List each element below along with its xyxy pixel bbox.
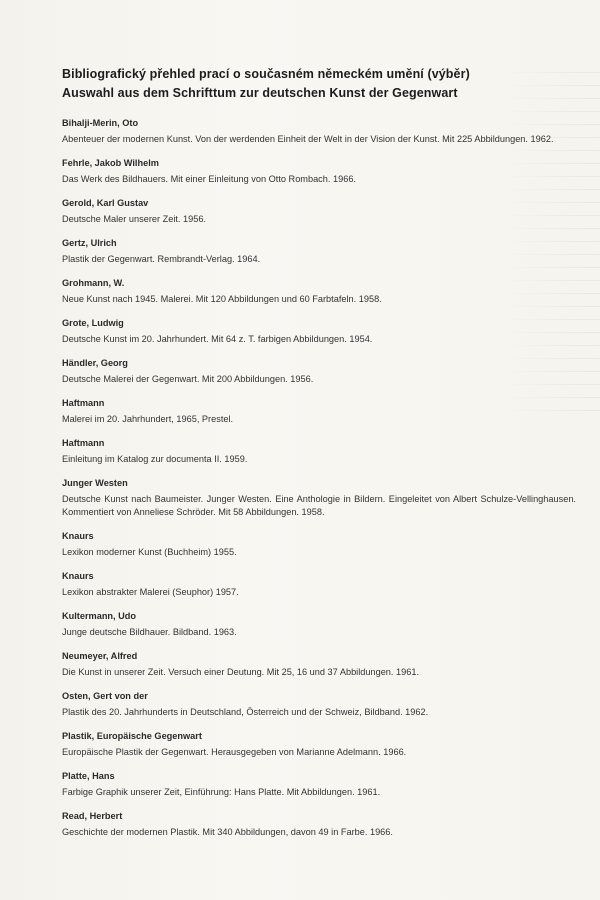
- bibliography-entry: [62, 237, 582, 266]
- bibliography-entry: [62, 157, 582, 186]
- entry-text: Deutsche Kunst nach Baumeister. Junger Westen. Eine Anthologie in Bildern. Eingeleitet von Albert Schulze-Vellinghausen. Kommentiert von Anneliese Schröder. Mit 58 Abbildungen. 1958.: [62, 494, 576, 517]
- entry-text: Einleitung im Katalog zur documenta II. 1959.: [62, 454, 248, 464]
- bibliography-entry: [62, 317, 582, 346]
- entry-text: Neue Kunst nach 1945. Malerei. Mit 120 Abbildungen und 60 Farbtafeln. 1958.: [62, 294, 382, 304]
- entry-author: Grote, Ludwig: [62, 318, 124, 328]
- entry-text: Geschichte der modernen Plastik. Mit 340 Abbildungen, davon 49 in Farbe. 1966.: [62, 826, 393, 837]
- entry-author: Knaurs: [62, 530, 94, 541]
- entry-text: Lexikon abstrakter Malerei (Seuphor) 1957.: [62, 586, 239, 597]
- entry-text: Abenteuer der modernen Kunst. Von der werdenden Einheit der Welt in der Vision der Kunst. Mit 225 Abbildungen. 1962.: [62, 134, 554, 144]
- entry-author: Junger Westen: [62, 478, 128, 488]
- entry-author: Kultermann, Udo: [62, 610, 137, 621]
- entry-text: Europäische Plastik der Gegenwart. Herausgegeben von Marianne Adelmann. 1966.: [62, 746, 407, 757]
- bibliography-entry: [62, 277, 582, 306]
- bibliography-entry: [62, 117, 582, 146]
- bibliography-entry: [62, 810, 582, 839]
- bibliography-entry: [62, 397, 582, 426]
- title-czech: Bibliografický přehled prací o současném německém umění (výběr): [62, 67, 470, 81]
- entry-author: Fehrle, Jakob Wilhelm: [62, 158, 159, 168]
- bibliography-entry: [62, 437, 582, 466]
- entry-text: Malerei im 20. Jahrhundert, 1965, Prestel.: [62, 414, 234, 424]
- entry-text: Junge deutsche Bildhauer. Bildband. 1963.: [62, 626, 237, 637]
- entry-author: Plastik, Europäische Gegenwart: [62, 730, 202, 741]
- entry-author: Gertz, Ulrich: [62, 238, 117, 248]
- bibliography-entry: [62, 650, 582, 679]
- entry-author: Händler, Georg: [62, 358, 128, 368]
- entry-text: Deutsche Maler unserer Zeit. 1956.: [62, 214, 207, 224]
- entry-author: Haftmann: [62, 398, 105, 408]
- title-block: [62, 65, 582, 103]
- bibliography-entry: [62, 570, 582, 599]
- entry-text: Farbige Graphik unserer Zeit, Einführung: Hans Platte. Mit Abbildungen. 1961.: [62, 786, 381, 797]
- entry-author: Bihalji-Merin, Oto: [62, 118, 139, 128]
- entry-author: Knaurs: [62, 570, 94, 581]
- entry-text: Das Werk des Bildhauers. Mit einer Einleitung von Otto Rombach. 1966.: [62, 174, 356, 184]
- bibliography-entry: [62, 610, 582, 639]
- entry-author: Osten, Gert von der: [62, 690, 148, 701]
- entry-author: Grohmann, W.: [62, 278, 125, 288]
- bibliography-entry: [62, 770, 582, 799]
- entry-author: Read, Herbert: [62, 810, 123, 821]
- entry-author: Platte, Hans: [62, 770, 115, 781]
- bibliography: [62, 65, 582, 850]
- entry-text: Deutsche Kunst im 20. Jahrhundert. Mit 64 z. T. farbigen Abbildungen. 1954.: [62, 334, 373, 344]
- bibliography-entry: [62, 690, 582, 719]
- entry-text: Plastik der Gegenwart. Rembrandt-Verlag. 1964.: [62, 254, 261, 264]
- entry-text: Die Kunst in unserer Zeit. Versuch einer Deutung. Mit 25, 16 und 37 Abbildungen. 1961.: [62, 666, 420, 677]
- entry-text: Lexikon moderner Kunst (Buchheim) 1955.: [62, 546, 237, 557]
- bibliography-entry: [62, 730, 582, 759]
- bibliography-entry: [62, 530, 582, 559]
- entry-author: Gerold, Karl Gustav: [62, 198, 149, 208]
- bibliography-entry: [62, 357, 582, 386]
- entry-author: Haftmann: [62, 438, 105, 448]
- entry-text: Plastik des 20. Jahrhunderts in Deutschland, Österreich und der Schweiz, Bildband. 1962.: [62, 706, 429, 717]
- bibliography-entry: [62, 197, 582, 226]
- bibliography-entry: [62, 477, 582, 518]
- entry-text: Deutsche Malerei der Gegenwart. Mit 200 Abbildungen. 1956.: [62, 374, 314, 384]
- entry-author: Neumeyer, Alfred: [62, 650, 138, 661]
- title-german: Auswahl aus dem Schrifttum zur deutschen Kunst der Gegenwart: [62, 86, 458, 100]
